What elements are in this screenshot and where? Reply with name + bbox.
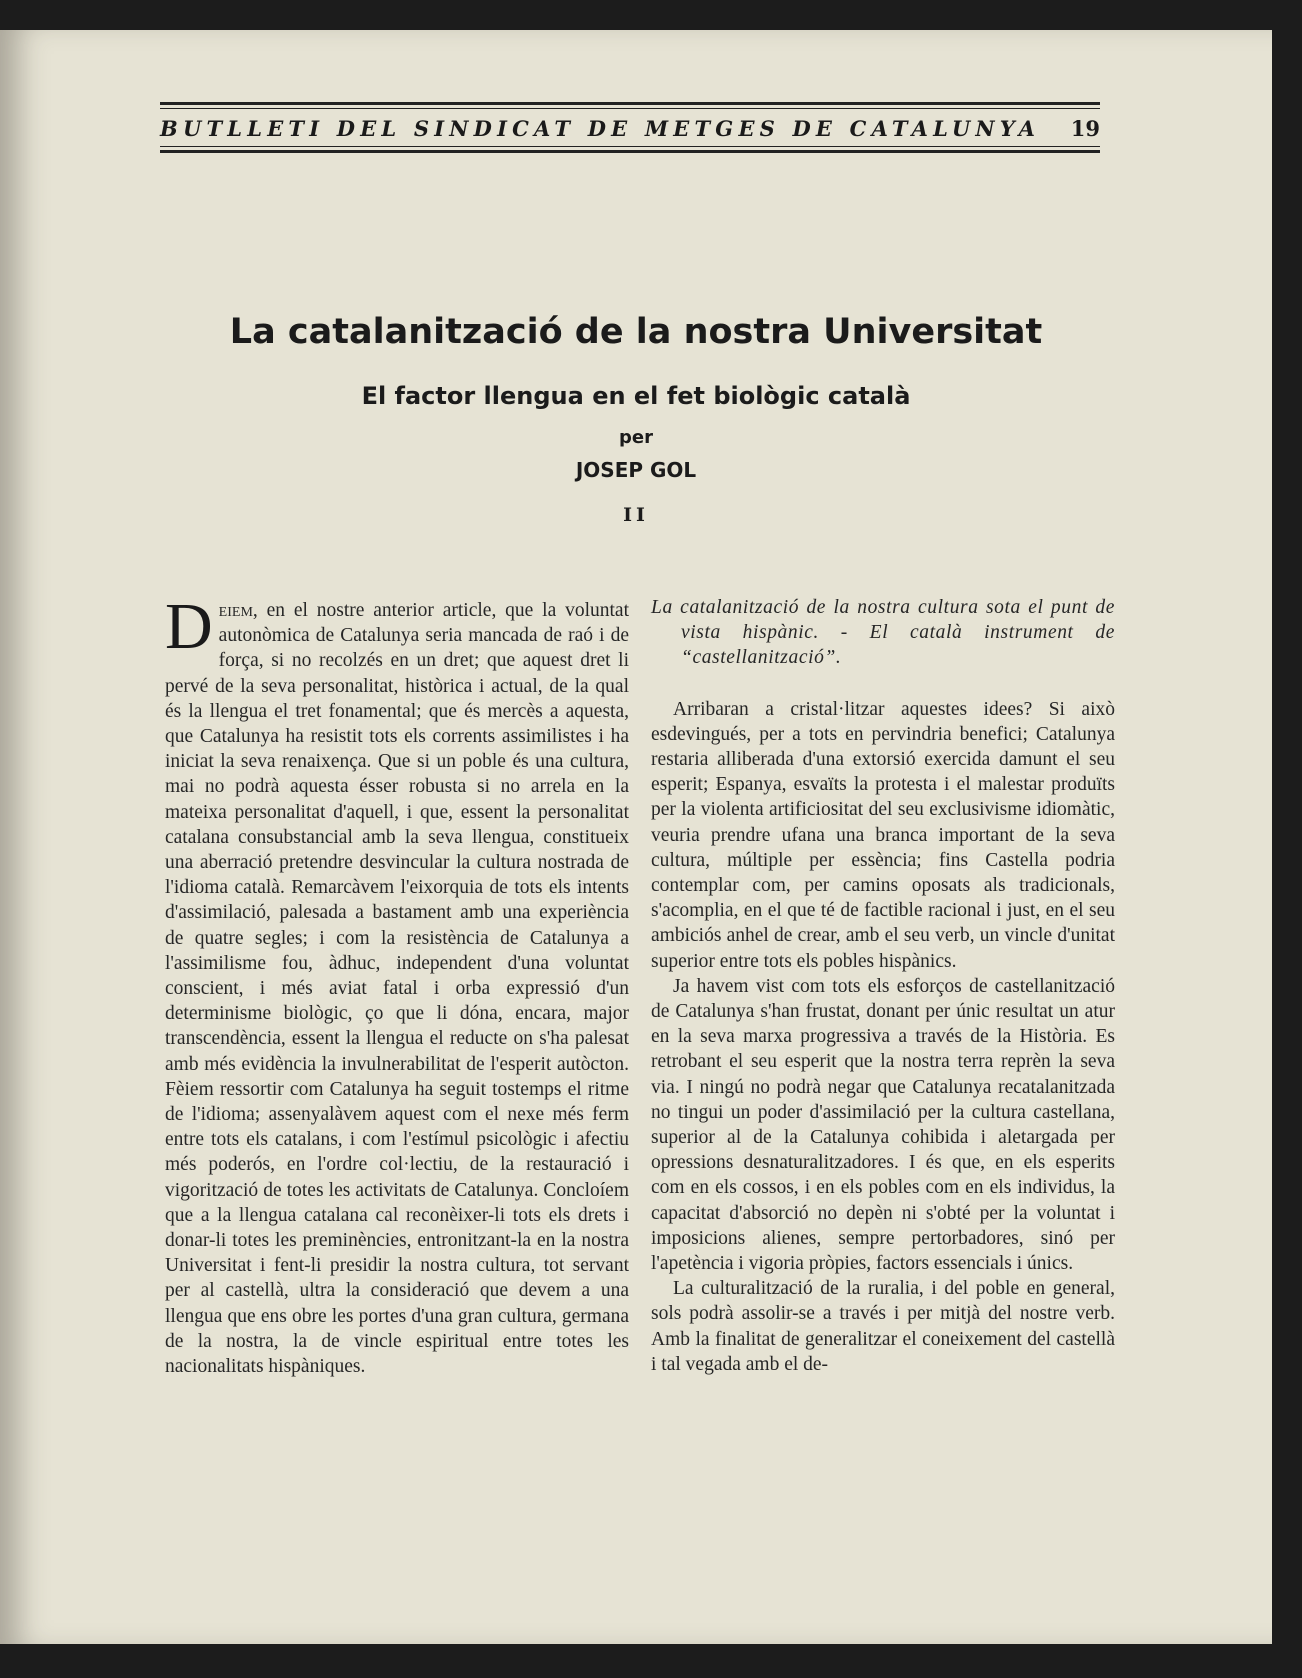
- header-rule-bottom: [160, 150, 1100, 153]
- journal-title: BUTLLETI DEL SINDICAT DE METGES DE CATALUNYA: [160, 116, 1041, 141]
- lead-word: eiem,: [218, 600, 258, 621]
- header-rule-bottom-thin: [160, 146, 1100, 147]
- right-column: [651, 595, 1115, 1377]
- opening-text: en el nostre anterior article, que la voluntat autonòmica de Catalunya seria mancada de raó i de força, si no recolzés en un dret; que aquest dret li pervé de la seva personalitat, històrica i actual, de la qual és la llengua el tret fonamental; que és mercès a aquesta, que Catalunya ha resistit tots els corrents assimilistes i ha iniciat la seva renaixença. Que si un poble és una cultura, mai no podrà aquesta ésser robusta si no arrela en la mateixa personalitat d'aquell, i que, essent la personalitat catalana consubstancial amb la seva llengua, constitueix una aberració pretendre desvincular la cultura nostrada de l'idioma català. Remarcàvem l'eixorquia de tots els intents d'assimilació, palesada a bastament amb una experiència de quatre segles; i com la resistència de Catalunya a l'assimilisme fou, àdhuc, independent d'una voluntat conscient, i més aviat fatal i orba expressió d'un determinisme biològic, ço que li dóna, encara, major transcendència, essent la llengua el reducte on s'ha palesat amb més evidència la invulnerabilitat de l'esperit autòcton. Fèiem ressortir com Catalunya ha seguit tostemps el ritme de l'idioma; assenyalàvem aquest com el nexe més ferm entre tots els catalans, i com l'estímul psicològic i afectiu més poderós, en l'ordre col·lectiu, de la restauració i vigorització de totes les activitats de Catalunya. Concloíem que a la llengua catalana cal reconèixer-li tots els drets i donar-li totes les preminències, entronitzant-la en la nostra Universitat i fent-li presidir la nostra cultura, tot servant per al castellà, ultra la consideració que devem a una llengua que ens obre les portes d'una gran cultura, germana de la nostra, la de vincle espiritual entre totes les nacionalitats hispàniques.: [165, 600, 629, 1378]
- page: [0, 30, 1272, 1644]
- byline: per: [619, 427, 653, 448]
- article-title: La catalanització de la nostra Universitat: [229, 312, 1043, 352]
- paragraph: La culturalització de la ruralia, i del poble en general, sols podrà assolir-se a través i per mitjà del nostre verb. Amb la finalitat de generalitzar el coneixement del castellà i tal vegada amb el de-: [651, 1278, 1115, 1375]
- paragraph: Arribaran a cristal·litzar aquestes idees? Si això esdevingués, per a tots en pervindria benefici; Catalunya restaria alliberada d'una extorsió exercida damunt el seu esperit; Espanya, esvaïts la protesta i el malestar produïts per la violenta artificiositat del seu exclusivisme idiomàtic, veuria prendre ufana una branca important de la seva cultura, múltiple per essència; fins Castella podria contemplar com, per camins oposats als tradicionals, s'acomplia, en el que té de factible racional i just, en el seu ambiciós anhel de crear, amb el seu verb, un vincle d'unitat superior entre tots els pobles hispànics.: [651, 698, 1115, 972]
- drop-cap: D: [165, 590, 213, 663]
- author-name: JOSEP GOL: [575, 458, 697, 482]
- paragraph: Ja havem vist com tots els esforços de castellanització de Catalunya s'han frustat, donant per únic resultat un atur en la seva marxa progressiva a través de la Història. Es retrobant el seu esperit que la nostra terra reprèn la seva via. I ningú no podrà negar que Catalunya recatalanitzada no tingui un poder d'assimilació per la cultura castellana, superior al de la Catalunya cohibida i aletargada per opressions desnaturalitzadores. I és que, en els esperits com en els cossos, i en els pobles com en els individus, la capacitat d'absorció no depèn ni s'obté per la voluntat i imposicions alienes, sempre pertorbadores, sinó per l'apetència i vigoria pròpies, factors essencials i únics.: [651, 975, 1115, 1275]
- left-column: [165, 590, 629, 1379]
- running-header: [160, 102, 1100, 154]
- header-rule-top: [160, 102, 1100, 105]
- section-summary: La catalanització de la nostra cultura sota el punt de vista hispànic. - El català instrument de “castellanització”.: [651, 597, 1115, 669]
- opening-paragraph: [165, 590, 629, 1379]
- spacer: [651, 671, 1115, 697]
- article-subtitle: El factor llengua en el fet biològic català: [361, 382, 911, 410]
- page-number: 19: [1070, 116, 1100, 141]
- part-number: II: [623, 504, 649, 526]
- header-rule-top-thin: [160, 108, 1100, 109]
